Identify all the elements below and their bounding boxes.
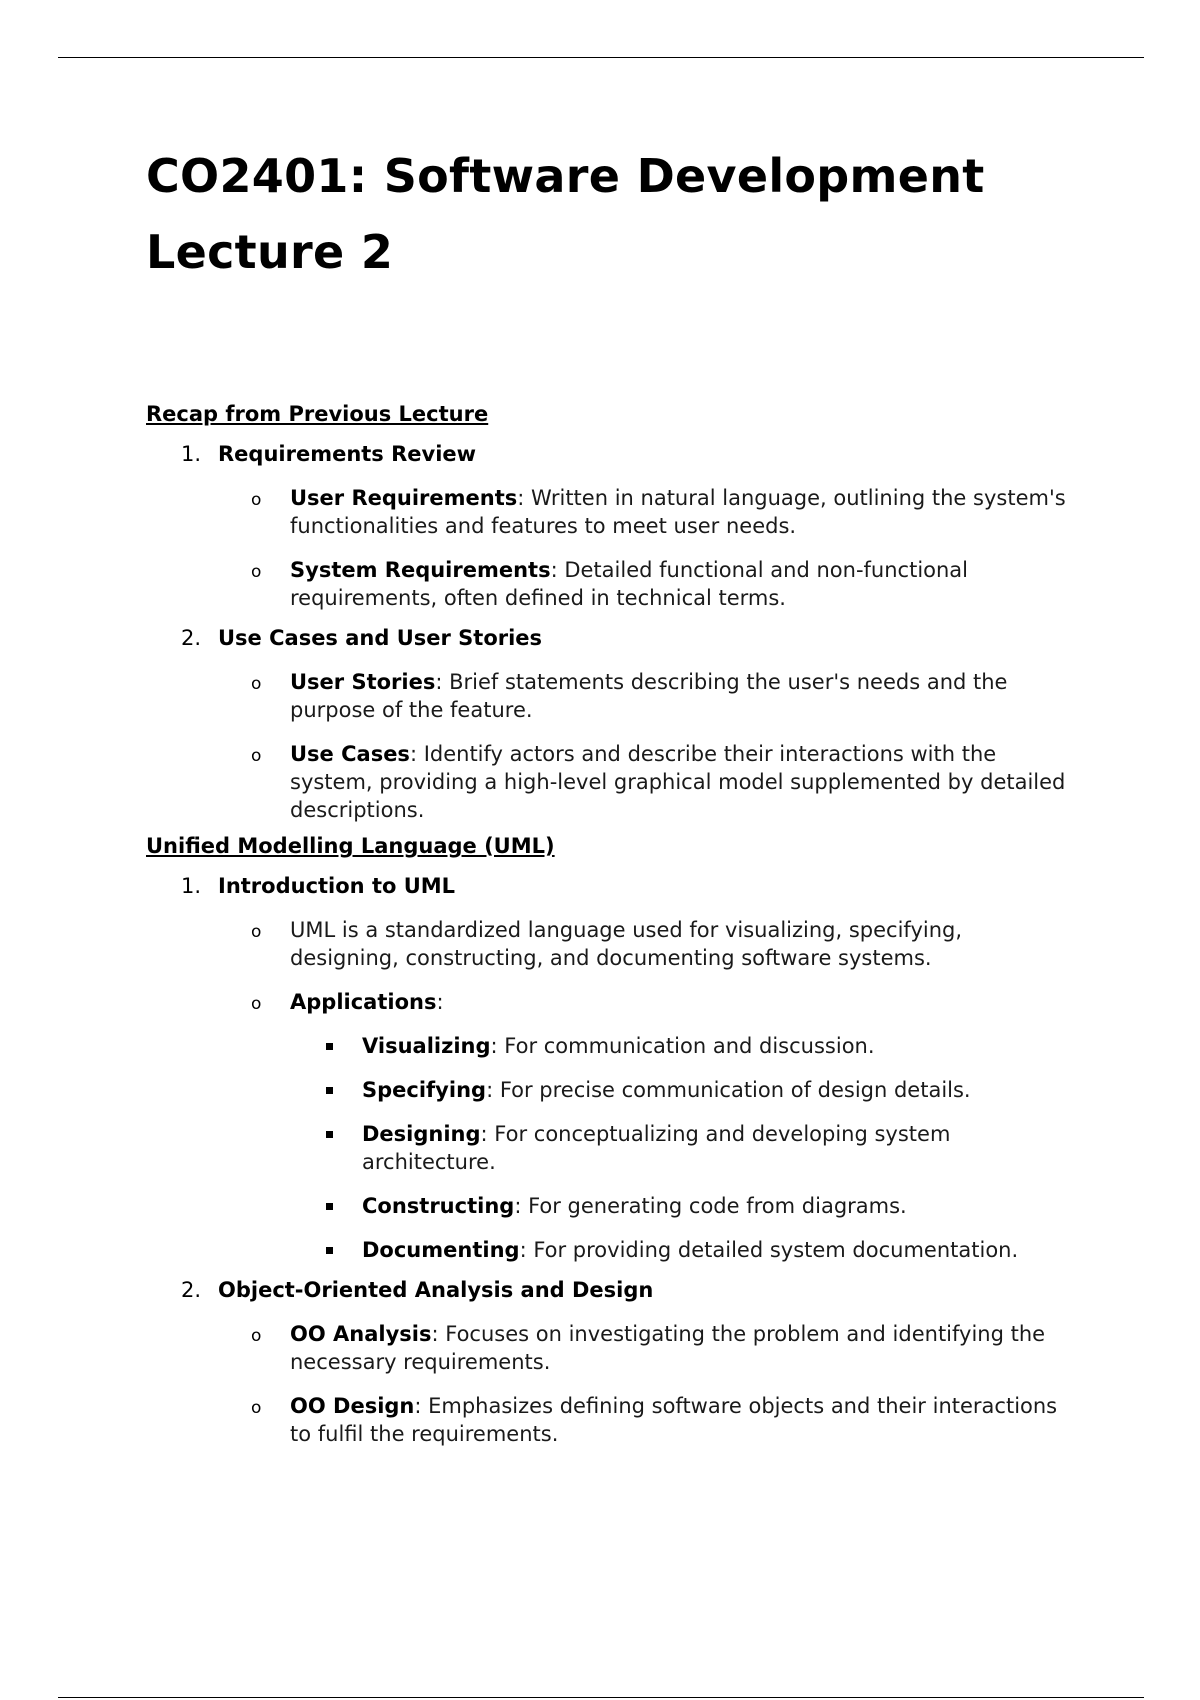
square-bullet-icon — [326, 1043, 333, 1050]
section-heading-recap: Recap from Previous Lecture — [146, 402, 489, 426]
list-item — [290, 1032, 1076, 1060]
description: : For conceptualizing and developing system architecture. — [362, 1122, 951, 1174]
list-item — [218, 1320, 1076, 1376]
circle-bullet-icon: o — [251, 1398, 262, 1418]
term: OO Analysis — [290, 1322, 432, 1346]
page-title — [146, 138, 1076, 290]
recap-list — [146, 440, 1076, 824]
term: Use Cases — [290, 742, 410, 766]
sub-list — [218, 668, 1076, 824]
list-item — [218, 740, 1076, 824]
title-line-2: Lecture 2 — [146, 225, 394, 279]
list-item — [218, 988, 1076, 1264]
term: Constructing — [362, 1194, 515, 1218]
circle-bullet-icon: o — [251, 994, 262, 1014]
square-bullet-icon — [326, 1087, 333, 1094]
description: : Brief statements describing the user's needs and the purpose of the feature. — [290, 670, 1008, 722]
description: : Written in natural language, outlining the system's functionalities and features to meet user needs. — [290, 486, 1066, 538]
term: System Requirements — [290, 558, 551, 582]
list-item — [218, 668, 1076, 724]
item-heading: Introduction to UML — [218, 874, 456, 898]
term: OO Design — [290, 1394, 415, 1418]
description: : — [436, 990, 444, 1014]
square-bullet-icon — [326, 1203, 333, 1210]
list-item — [290, 1236, 1076, 1264]
list-item — [290, 1120, 1076, 1176]
term: Documenting — [362, 1238, 520, 1262]
term: User Requirements — [290, 486, 518, 510]
list-number: 1. — [181, 442, 202, 466]
circle-bullet-icon: o — [251, 922, 262, 942]
recap-item-use-cases — [146, 624, 1076, 824]
uml-list — [146, 872, 1076, 1448]
list-number: 2. — [181, 626, 202, 650]
list-item — [218, 484, 1076, 540]
list-item — [218, 1392, 1076, 1448]
square-bullet-icon — [326, 1131, 333, 1138]
description: UML is a standardized language used for visualizing, specifying, designing, constructing, and documenting software systems. — [290, 918, 963, 970]
circle-bullet-icon: o — [251, 1326, 262, 1346]
item-heading: Object-Oriented Analysis and Design — [218, 1278, 654, 1302]
section-heading-uml: Unified Modelling Language (UML) — [146, 834, 555, 858]
top-rule — [58, 57, 1144, 58]
list-item — [218, 916, 1076, 972]
applications-list — [290, 1032, 1076, 1264]
circle-bullet-icon: o — [251, 562, 262, 582]
description: : Detailed functional and non-functional requirements, often defined in technical terms. — [290, 558, 969, 610]
item-heading: Requirements Review — [218, 442, 477, 466]
recap-item-requirements-review — [146, 440, 1076, 612]
sub-list — [218, 916, 1076, 1264]
list-number: 2. — [181, 1278, 202, 1302]
circle-bullet-icon: o — [251, 746, 262, 766]
sub-list — [218, 484, 1076, 612]
description: : Emphasizes defining software objects and their interactions to fulfil the requirements. — [290, 1394, 1058, 1446]
document-body — [146, 138, 1076, 1448]
sub-list — [218, 1320, 1076, 1448]
term: Applications — [290, 990, 437, 1014]
description: : For providing detailed system documentation. — [519, 1238, 1019, 1262]
description: : Identify actors and describe their interactions with the system, providing a high-level graphical model supplemented by detailed descriptions. — [290, 742, 1066, 822]
term: Specifying — [362, 1078, 487, 1102]
uml-item-ooad — [146, 1276, 1076, 1448]
term: User Stories — [290, 670, 436, 694]
description: : For communication and discussion. — [490, 1034, 875, 1058]
term: Designing — [362, 1122, 481, 1146]
circle-bullet-icon: o — [251, 490, 262, 510]
description: : Focuses on investigating the problem and identifying the necessary requirements. — [290, 1322, 1046, 1374]
square-bullet-icon — [326, 1247, 333, 1254]
description: : For generating code from diagrams. — [514, 1194, 907, 1218]
term: Visualizing — [362, 1034, 491, 1058]
list-number: 1. — [181, 874, 202, 898]
list-item — [290, 1192, 1076, 1220]
title-line-1: CO2401: Software Development — [146, 149, 985, 203]
circle-bullet-icon: o — [251, 674, 262, 694]
uml-item-introduction — [146, 872, 1076, 1264]
list-item — [290, 1076, 1076, 1104]
bottom-rule — [58, 1697, 1144, 1698]
description: : For precise communication of design details. — [486, 1078, 971, 1102]
item-heading: Use Cases and User Stories — [218, 626, 543, 650]
list-item — [218, 556, 1076, 612]
